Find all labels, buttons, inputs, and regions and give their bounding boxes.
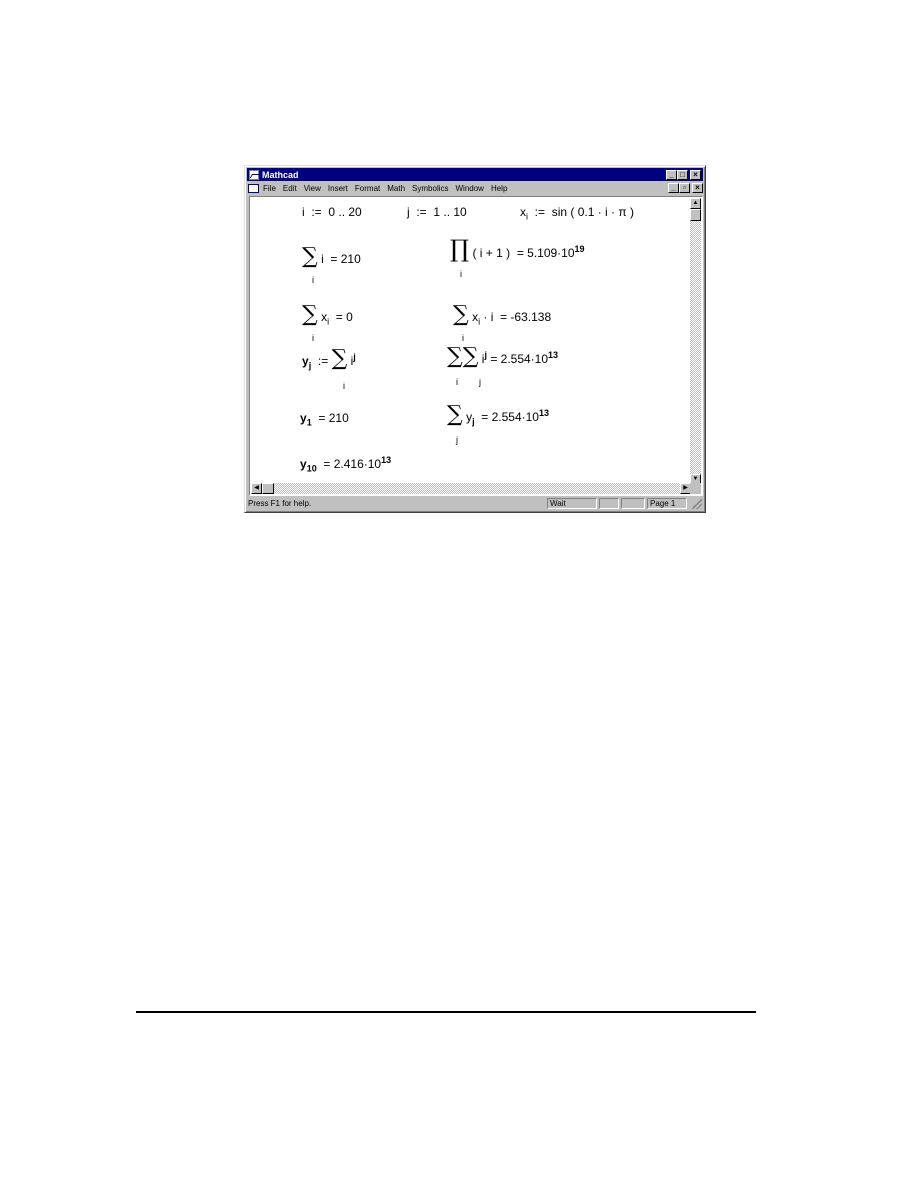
status-help-text: Press F1 for help. bbox=[248, 499, 312, 508]
maximize-icon[interactable]: □ bbox=[677, 170, 688, 180]
sum-xi-index: i bbox=[462, 333, 464, 343]
def-y[interactable]: $y_j$ := ∑ $i^j$ bbox=[302, 346, 356, 371]
sum-i-equation[interactable]: ∑ i = 210 bbox=[302, 244, 361, 269]
menu-view[interactable]: View bbox=[303, 183, 321, 193]
menu-insert[interactable]: Insert bbox=[327, 183, 348, 193]
close-icon[interactable]: × bbox=[690, 170, 701, 180]
product-equation[interactable]: ∏ ( i + 1 ) = $5.109\cdot 10^{19}$ bbox=[450, 235, 585, 263]
def-y-index: i bbox=[343, 381, 345, 391]
scroll-right-icon[interactable]: ▶ bbox=[680, 483, 691, 494]
title-bar[interactable] bbox=[247, 168, 703, 181]
mathcad-app-icon[interactable] bbox=[249, 170, 259, 180]
scroll-left-icon[interactable]: ◀ bbox=[251, 483, 262, 494]
status-page: Page 1 bbox=[647, 498, 687, 509]
summation-icon: ∑ bbox=[462, 344, 479, 369]
vertical-scrollbar[interactable] bbox=[690, 198, 701, 485]
resize-grip-icon[interactable] bbox=[692, 499, 702, 509]
summation-icon: ∑ bbox=[453, 302, 469, 327]
status-cell bbox=[621, 498, 645, 509]
menu-symbolics[interactable]: Symbolics bbox=[412, 183, 449, 193]
sum-y-index: j bbox=[456, 435, 458, 445]
doc-restore-icon[interactable]: ▫ bbox=[679, 183, 690, 193]
scroll-up-icon[interactable]: ▲ bbox=[690, 198, 701, 209]
worksheet-area[interactable] bbox=[249, 196, 703, 496]
y10-eval[interactable]: $y_{10} = 2.416\cdot 10^{13}$ bbox=[300, 455, 392, 474]
vertical-scroll-thumb[interactable] bbox=[690, 209, 701, 221]
sum-xi-equation[interactable]: ∑ $x_i \cdot i = -63.138$ bbox=[453, 302, 552, 327]
menu-edit[interactable]: Edit bbox=[282, 183, 297, 193]
page-rule bbox=[136, 1011, 756, 1013]
doc-minimize-icon[interactable]: _ bbox=[668, 183, 679, 193]
status-cell bbox=[599, 498, 619, 509]
def-x[interactable]: $x_i$ := sin ( 0.1 · i · π ) bbox=[520, 205, 634, 222]
summation-icon: ∑ bbox=[447, 344, 463, 369]
range-def-j[interactable]: j := 1 .. 10 bbox=[407, 205, 467, 219]
menu-window[interactable]: Window bbox=[455, 183, 484, 193]
status-bar bbox=[247, 498, 703, 510]
window-title: Mathcad bbox=[262, 169, 299, 180]
sum-x-equation[interactable]: ∑ $x_i = 0$ bbox=[302, 302, 353, 327]
double-sum-index-j: j bbox=[479, 377, 481, 387]
minimize-icon[interactable]: _ bbox=[666, 170, 677, 180]
menu-help[interactable]: Help bbox=[490, 183, 508, 193]
y1-eval[interactable]: $y_1 = 210$ bbox=[300, 411, 349, 428]
scroll-down-icon[interactable]: ▼ bbox=[690, 474, 701, 485]
range-def-i[interactable]: i := 0 .. 20 bbox=[302, 205, 362, 219]
menu-file[interactable]: File bbox=[263, 183, 276, 193]
horizontal-scrollbar[interactable] bbox=[251, 483, 691, 494]
status-mode: Wait bbox=[547, 498, 597, 509]
product-index: i bbox=[460, 269, 462, 279]
sum-i-index: i bbox=[312, 275, 314, 285]
document-icon[interactable] bbox=[248, 183, 259, 193]
summation-icon: ∑ bbox=[331, 346, 348, 371]
mathcad-window bbox=[244, 165, 706, 513]
summation-icon: ∑ bbox=[302, 302, 318, 327]
summation-icon: ∑ bbox=[302, 244, 318, 269]
doc-close-icon[interactable]: × bbox=[692, 183, 703, 193]
sum-y-equation[interactable]: ∑ $y_j = 2.554\cdot 10^{13}$ bbox=[447, 402, 549, 427]
menu-math[interactable]: Math bbox=[387, 183, 406, 193]
horizontal-scroll-thumb[interactable] bbox=[262, 483, 274, 494]
summation-icon: ∑ bbox=[447, 402, 463, 427]
product-icon: ∏ bbox=[450, 235, 470, 263]
sum-x-index: i bbox=[312, 333, 314, 343]
double-sum-index-i: i bbox=[456, 377, 458, 387]
double-sum-equation[interactable]: ∑∑ $i^j = 2.554\cdot 10^{13}$ bbox=[447, 344, 559, 369]
menu-bar bbox=[247, 182, 703, 194]
scroll-corner bbox=[690, 483, 701, 494]
menu-format[interactable]: Format bbox=[354, 183, 381, 193]
